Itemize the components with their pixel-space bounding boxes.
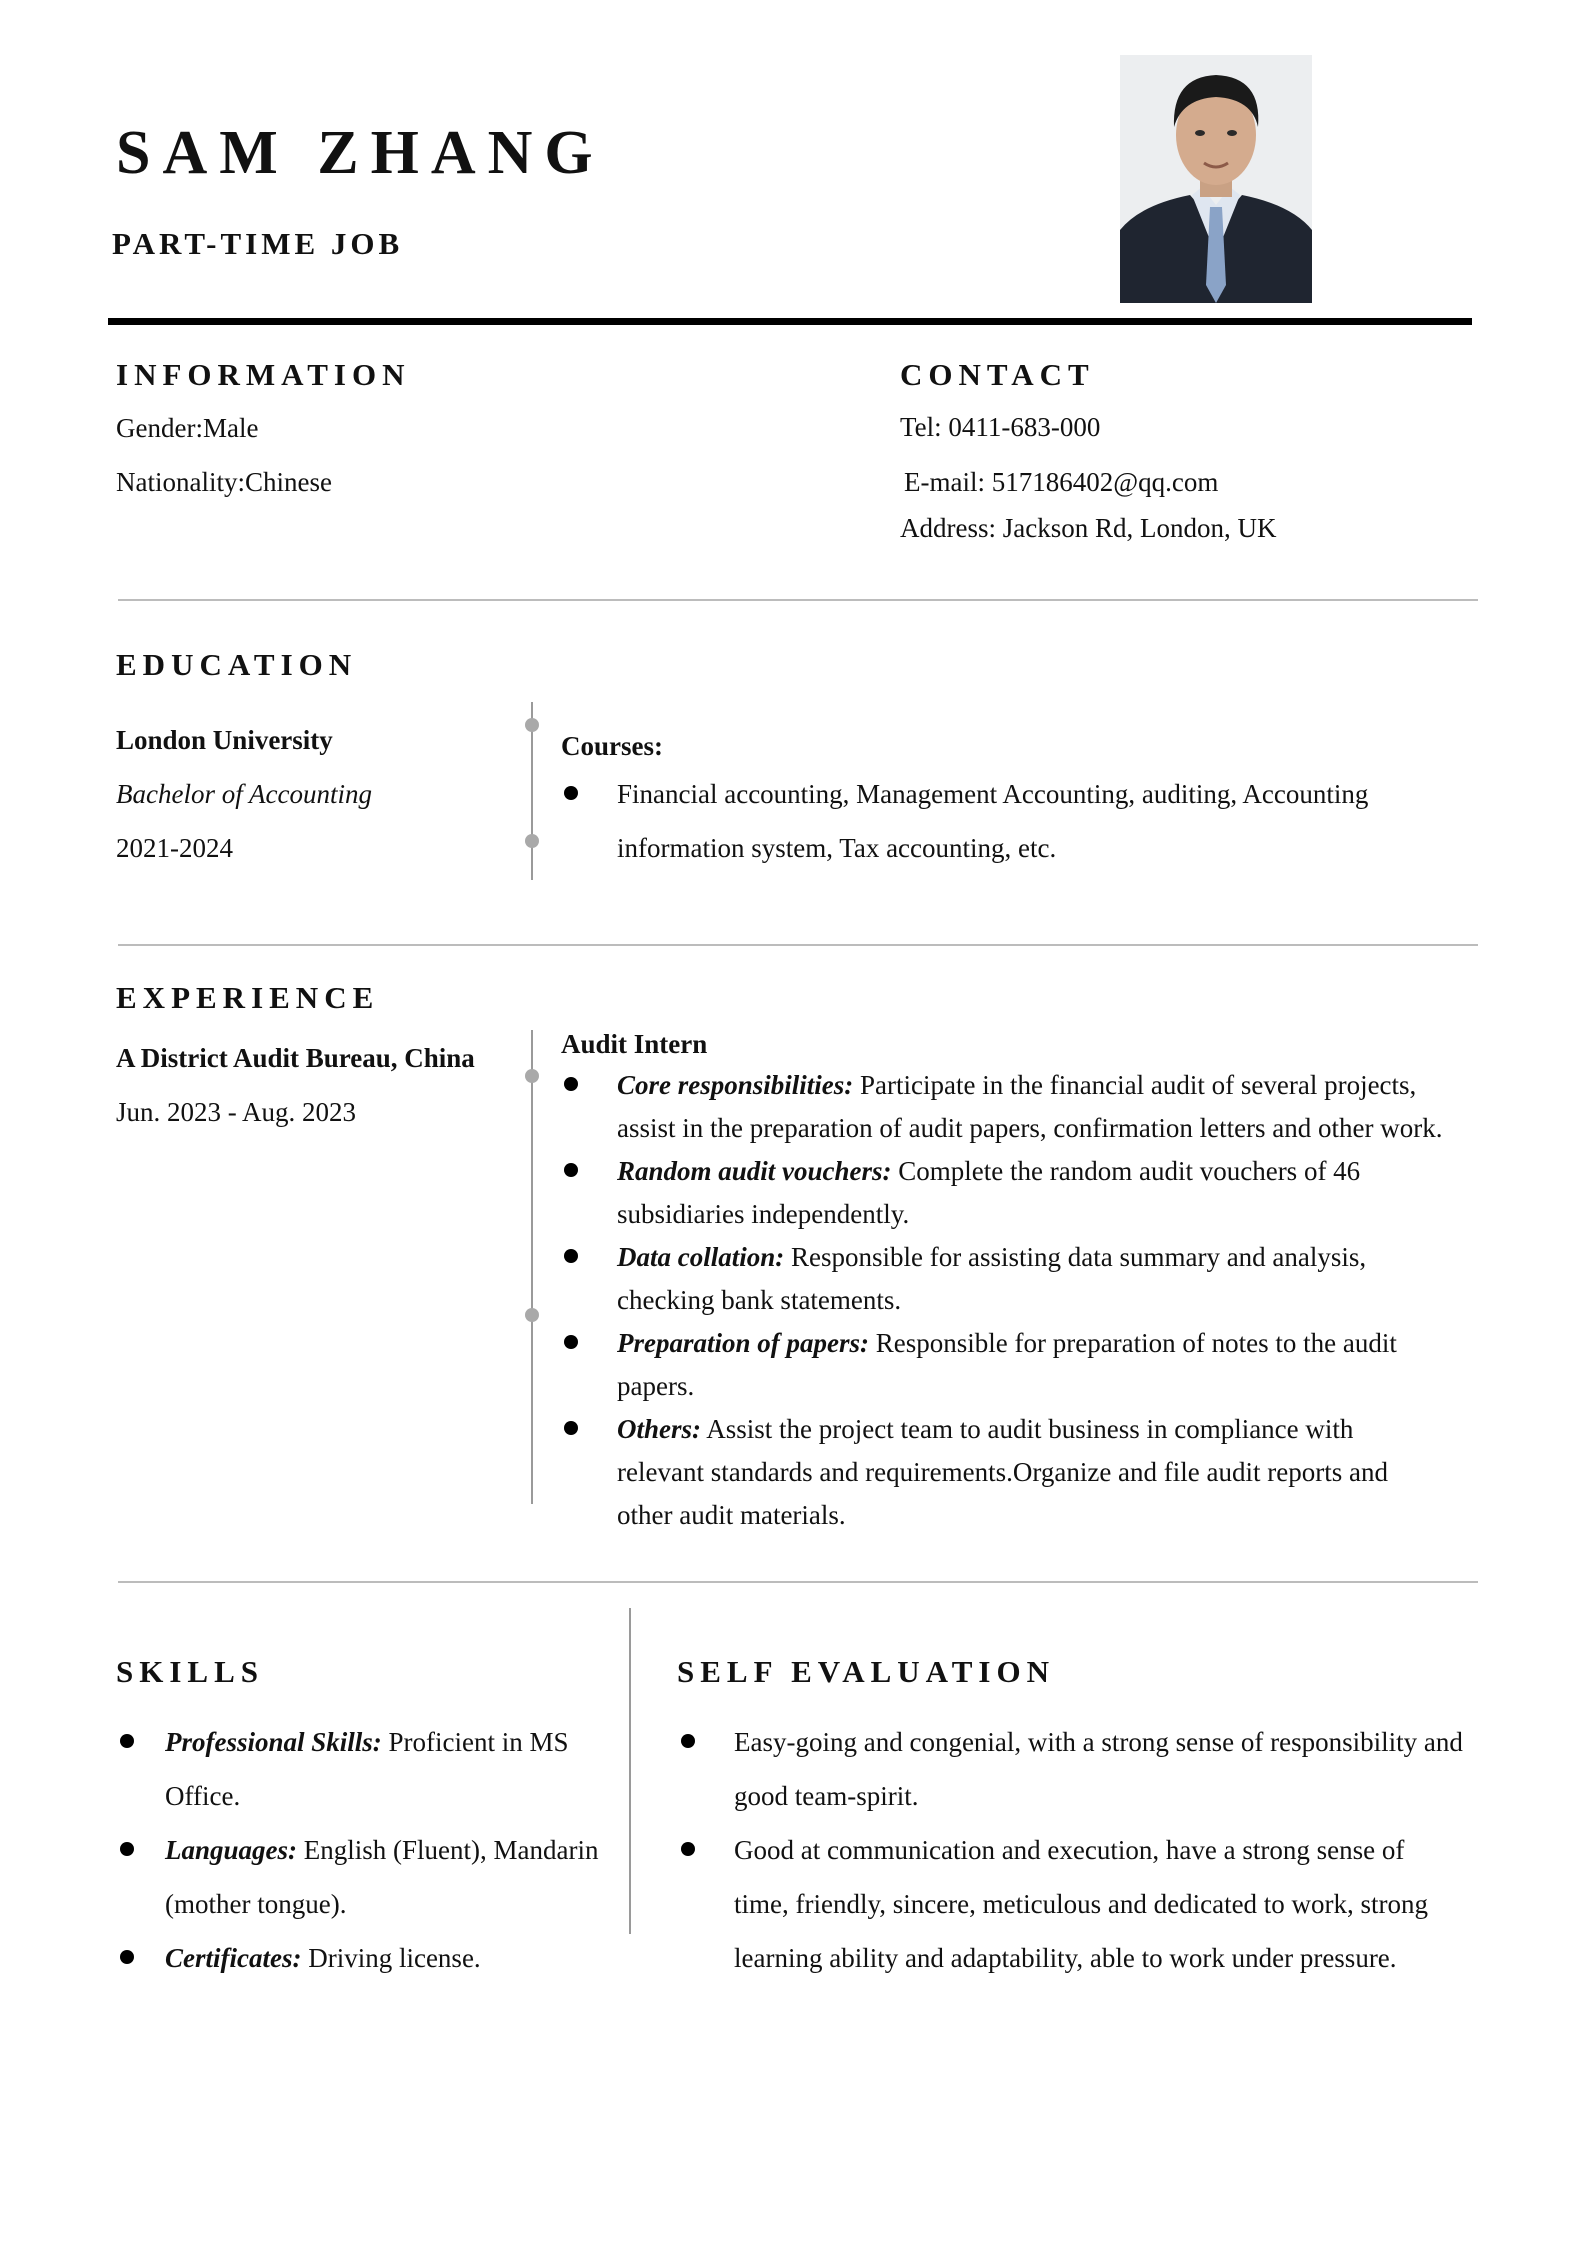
experience-item-line: Others: Assist the project team to audit business in compliance with: [617, 1414, 1354, 1444]
school-name: London University: [116, 725, 333, 755]
timeline-dot: [525, 1069, 539, 1083]
bullet-icon: [564, 1421, 578, 1435]
skill-item-line: (mother tongue).: [165, 1889, 347, 1919]
education-heading: EDUCATION: [116, 647, 358, 682]
skill-item-label: Professional Skills:: [165, 1727, 382, 1757]
evaluation-item-line: learning ability and adaptability, able to work under pressure.: [734, 1943, 1397, 1973]
courses-text-line: Financial accounting, Management Accounting, auditing, Accounting: [617, 779, 1369, 809]
experience-item-line: Random audit vouchers: Complete the random audit vouchers of 46: [617, 1156, 1361, 1186]
bullet-icon: [564, 786, 578, 800]
job-title: PART-TIME JOB: [112, 226, 404, 261]
experience-item-label: Data collation:: [617, 1242, 785, 1272]
section-divider: [118, 1581, 1478, 1583]
address-text: Address: Jackson Rd, London, UK: [900, 513, 1277, 543]
experience-item-label: Core responsibilities:: [617, 1070, 854, 1100]
experience-item-line: Preparation of papers: Responsible for preparation of notes to the audit: [617, 1328, 1397, 1358]
profile-photo: [1120, 55, 1312, 303]
bullet-icon: [564, 1249, 578, 1263]
information-heading: INFORMATION: [116, 357, 411, 392]
skills-heading: SKILLS: [116, 1654, 265, 1689]
skill-item-label: Certificates:: [165, 1943, 302, 1973]
experience-item-line: assist in the preparation of audit papers, confirmation letters and other work.: [617, 1113, 1443, 1143]
timeline-dot: [525, 834, 539, 848]
nationality-text: Nationality:Chinese: [116, 467, 332, 497]
bullet-icon: [564, 1077, 578, 1091]
experience-item-line: checking bank statements.: [617, 1285, 902, 1315]
degree-text: Bachelor of Accounting: [116, 779, 372, 809]
experience-item-line: subsidiaries independently.: [617, 1199, 910, 1229]
section-divider: [118, 944, 1478, 946]
experience-heading: EXPERIENCE: [116, 980, 380, 1015]
bullet-icon: [564, 1335, 578, 1349]
bullet-icon: [681, 1734, 695, 1748]
skill-item-line: Certificates: Driving license.: [165, 1943, 481, 1973]
experience-item-line: other audit materials.: [617, 1500, 846, 1530]
skill-item-label: Languages:: [165, 1835, 298, 1865]
company-name: A District Audit Bureau, China: [116, 1043, 475, 1073]
bullet-icon: [564, 1163, 578, 1177]
email-text: E-mail: 517186402@qq.com: [904, 467, 1219, 497]
experience-item-label: Others:: [617, 1414, 702, 1444]
evaluation-item-line: good team-spirit.: [734, 1781, 919, 1811]
education-years: 2021-2024: [116, 833, 233, 863]
experience-item-line: Data collation: Responsible for assisting data summary and analysis,: [617, 1242, 1367, 1272]
experience-dates: Jun. 2023 - Aug. 2023: [116, 1097, 357, 1127]
self-evaluation-heading: SELF EVALUATION: [677, 1654, 1055, 1689]
experience-item-line: papers.: [617, 1371, 695, 1401]
tel-text: Tel: 0411-683-000: [900, 412, 1101, 442]
role-title: Audit Intern: [561, 1029, 708, 1059]
experience-item-label: Preparation of papers:: [617, 1328, 869, 1358]
section-divider: [118, 599, 1478, 601]
evaluation-item-line: Good at communication and execution, have a strong sense of: [734, 1835, 1405, 1865]
skill-item-line: Professional Skills: Proficient in MS: [165, 1727, 569, 1757]
evaluation-item-line: Easy-going and congenial, with a strong sense of responsibility and: [734, 1727, 1463, 1757]
bullet-icon: [120, 1842, 134, 1856]
timeline-dot: [525, 1308, 539, 1322]
courses-text-line: information system, Tax accounting, etc.: [617, 833, 1057, 863]
skill-item-line: Languages: English (Fluent), Mandarin: [165, 1835, 599, 1865]
bullet-icon: [120, 1734, 134, 1748]
evaluation-item-line: time, friendly, sincere, meticulous and dedicated to work, strong: [734, 1889, 1429, 1919]
experience-item-label: Random audit vouchers:: [617, 1156, 892, 1186]
courses-label: Courses:: [561, 731, 663, 761]
bullet-icon: [120, 1950, 134, 1964]
candidate-name: SAM ZHANG: [116, 119, 605, 187]
experience-item-line: relevant standards and requirements.Organize and file audit reports and: [617, 1457, 1388, 1487]
contact-heading: CONTACT: [900, 357, 1095, 392]
experience-item-line: Core responsibilities: Participate in the financial audit of several projects,: [617, 1070, 1417, 1100]
gender-text: Gender:Male: [116, 413, 259, 443]
column-divider: [629, 1608, 631, 1934]
experience-timeline: [531, 1030, 533, 1504]
header-divider: [108, 318, 1472, 325]
timeline-dot: [525, 718, 539, 732]
skill-item-line: Office.: [165, 1781, 241, 1811]
bullet-icon: [681, 1842, 695, 1856]
